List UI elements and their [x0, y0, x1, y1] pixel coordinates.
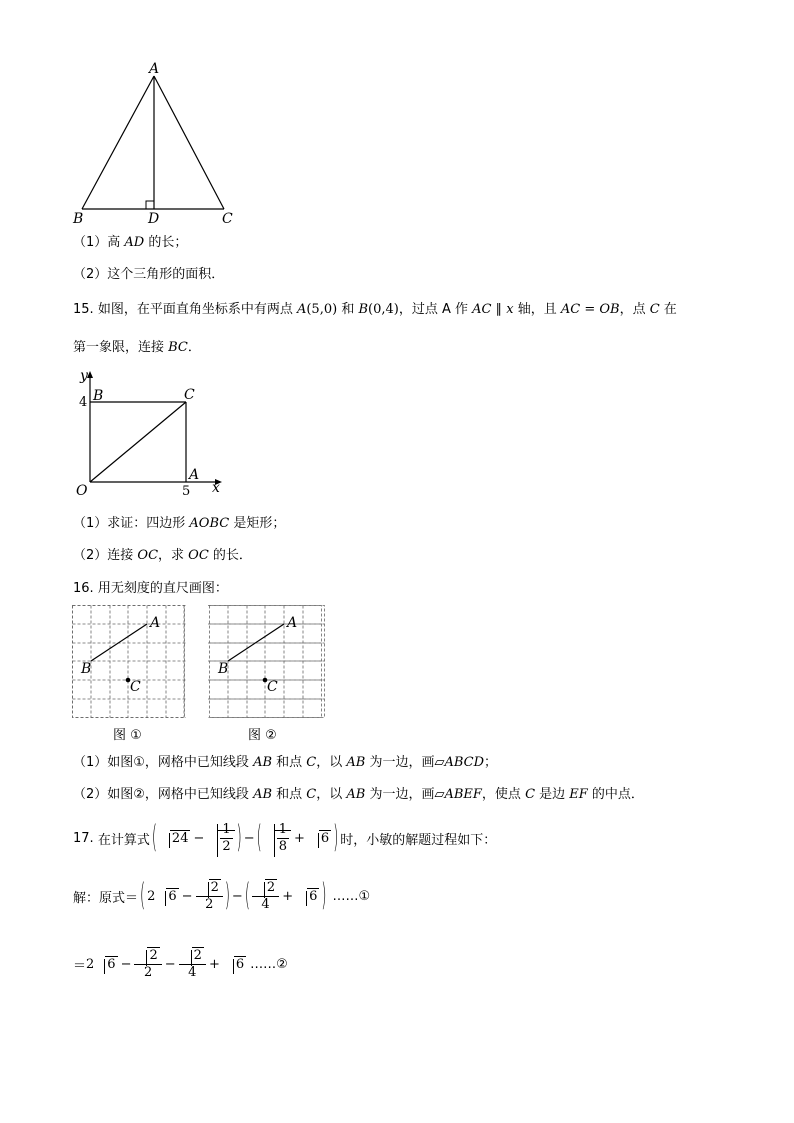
grid-1-drawing: [72, 605, 187, 720]
label-A: A: [149, 61, 160, 77]
label-D: D: [148, 211, 160, 227]
q15-item-1: （1）求证：四边形 AOBC 是矩形；: [73, 516, 286, 531]
q17-step-1: 解：原式＝ ( 2 6 − $\frac{2}{2}$ ) − ( $\frac{2}{4}$ + 6 ) ……①: [73, 878, 371, 915]
q17-step-2: ＝ 2 6 − $\frac{2}{2}$ − $\frac{2}{4}$ + 6 ……②: [73, 948, 288, 980]
label-B: B: [93, 388, 104, 404]
axis-x-label: x: [212, 480, 220, 496]
q17-stem: 17. 在计算式 ( 24 − $\frac{1}{2}$ ) − ( $\frac{1}{8}$ + 6 ) 时，小敏的解题过程如下：: [73, 820, 497, 857]
label-O: O: [76, 483, 88, 499]
label-A: A: [189, 467, 200, 483]
grid2-label-B: B: [218, 661, 229, 677]
q15-item-2: （2）连接 OC，求 OC 的长．: [73, 548, 252, 563]
q16-item-2: （2）如图②，网格中已知线段 AB 和点 C，以 AB 为一边，画▱ABEF，使点 C 是边 EF 的中点．: [73, 787, 644, 802]
coordinate-figure: [70, 368, 230, 500]
grid2-label-C: C: [267, 679, 278, 695]
grid2-caption: 图 ②: [248, 728, 277, 743]
grid1-caption: 图 ①: [113, 728, 142, 743]
q14-item-1: （1）高 AD 的长；: [73, 235, 188, 250]
tick-4: 4: [79, 395, 88, 410]
tick-5: 5: [182, 484, 191, 499]
q16-stem: 16. 用无刻度的直尺画图：: [73, 581, 228, 596]
q16-item-1: （1）如图①，网格中已知线段 AB 和点 C，以 AB 为一边，画▱ABCD；: [73, 755, 498, 770]
label-C: C: [222, 211, 233, 227]
grid1-label-A: A: [150, 615, 161, 631]
axis-y-label: y: [80, 368, 88, 384]
label-C: C: [184, 387, 195, 403]
grid2-label-A: A: [287, 615, 298, 631]
grid-figure-2: [209, 605, 324, 720]
q15-stem-line2: 第一象限，连接 BC．: [73, 340, 201, 355]
grid1-label-B: B: [81, 661, 92, 677]
label-B: B: [73, 211, 84, 227]
q15-stem-line1: 15. 如图，在平面直角坐标系中有两点 A(5,0) 和 B(0,4)，过点 A 作 AC ∥ x 轴，且 AC = OB，点 C 在: [73, 302, 677, 317]
q14-item-2: （2）这个三角形的面积．: [73, 267, 225, 282]
grid1-label-C: C: [130, 679, 141, 695]
triangle-figure: [70, 60, 250, 230]
